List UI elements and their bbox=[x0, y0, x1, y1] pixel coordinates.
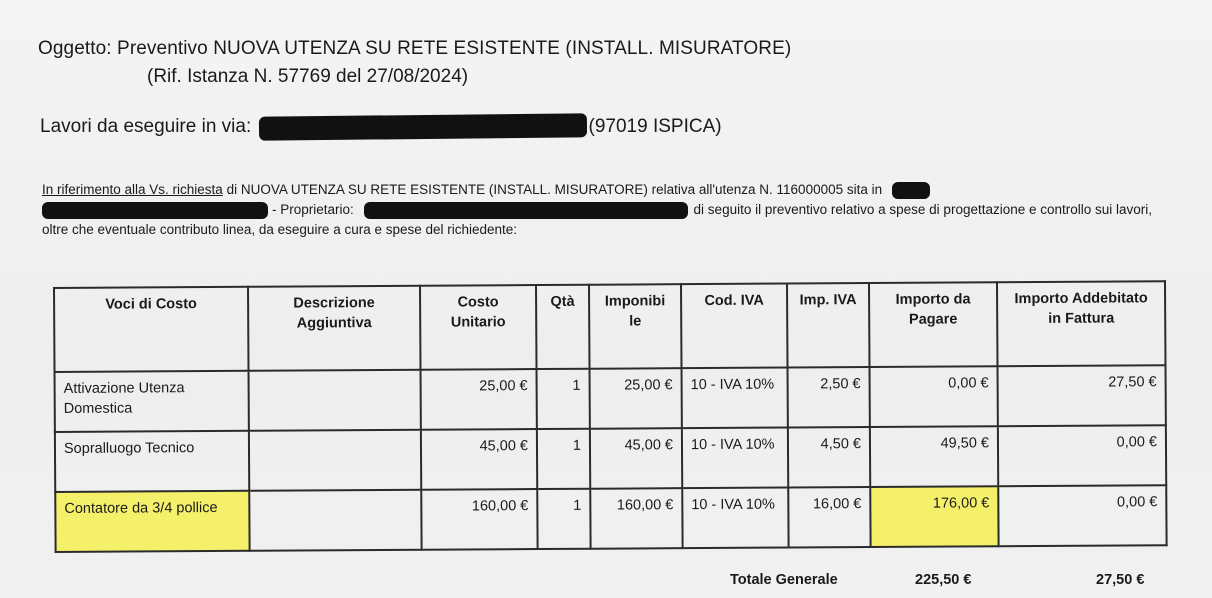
paragraph-text-3: di seguito il preventivo relativo a spese di progettazione e controllo sui lavori, oltre che eventuale contributo linea, da eseguire a cura e spese del richiedente: bbox=[42, 202, 1153, 237]
description-cell bbox=[249, 430, 421, 491]
unit-cost-cell: 160,00 € bbox=[421, 489, 537, 550]
table-header-row bbox=[54, 281, 1165, 372]
works-address-line bbox=[40, 115, 722, 139]
invoiced-amount-cell: 0,00 € bbox=[998, 425, 1166, 486]
redacted-block bbox=[42, 202, 268, 219]
total-label: Totale Generale bbox=[730, 572, 838, 588]
subject-line: Oggetto: Preventivo NUOVA UTENZA SU RETE ESISTENTE (INSTALL. MISURATORE) bbox=[38, 38, 792, 59]
reference-line: (Rif. Istanza N. 57769 del 27/08/2024) bbox=[147, 66, 469, 87]
redacted-block bbox=[892, 182, 930, 199]
vat-amount-cell: 4,50 € bbox=[788, 427, 870, 487]
invoiced-amount-cell: 27,50 € bbox=[998, 365, 1166, 426]
total-invoiced-amount: 27,50 € bbox=[1096, 572, 1145, 588]
vat-code-cell: 10 - IVA 10% bbox=[682, 368, 788, 429]
column-header: Costo Unitario bbox=[420, 285, 537, 370]
description-cell bbox=[249, 370, 421, 431]
amount-due-cell: 0,00 € bbox=[870, 366, 998, 427]
column-header: Importo Addebitato in Fattura bbox=[997, 281, 1166, 366]
taxable-cell: 25,00 € bbox=[590, 368, 682, 429]
intro-paragraph bbox=[42, 180, 1164, 240]
unit-cost-cell: 45,00 € bbox=[421, 429, 537, 490]
column-header: Cod. IVA bbox=[681, 284, 788, 369]
column-header: Voci di Costo bbox=[54, 287, 249, 372]
works-address-label: Lavori da eseguire in via: bbox=[40, 116, 252, 138]
unit-cost-cell: 25,00 € bbox=[421, 369, 537, 430]
cost-item-cell-highlighted: Contatore da 3/4 pollice bbox=[55, 491, 249, 552]
cost-item-cell: Sopralluogo Tecnico bbox=[55, 431, 249, 492]
table-row bbox=[55, 365, 1166, 432]
column-header: Imp. IVA bbox=[787, 283, 870, 367]
quantity-cell: 1 bbox=[537, 489, 590, 549]
vat-code-cell: 10 - IVA 10% bbox=[682, 428, 788, 489]
taxable-cell: 160,00 € bbox=[590, 488, 682, 549]
redacted-block bbox=[364, 202, 688, 219]
column-header: Qtà bbox=[536, 285, 590, 369]
taxable-cell: 45,00 € bbox=[590, 428, 682, 489]
column-header: Imponibi le bbox=[589, 284, 682, 369]
vat-amount-cell: 16,00 € bbox=[788, 487, 870, 547]
vat-code-cell: 10 - IVA 10% bbox=[682, 488, 788, 549]
quantity-cell: 1 bbox=[537, 369, 590, 429]
paragraph-underlined-text: In riferimento alla Vs. richiesta bbox=[42, 182, 223, 197]
amount-due-cell: 49,50 € bbox=[870, 426, 998, 487]
cost-table bbox=[53, 280, 1168, 553]
paragraph-text-1: di NUOVA UTENZA SU RETE ESISTENTE (INSTALL. MISURATORE) relativa all'utenza N. 116000005 sita in bbox=[222, 182, 883, 197]
works-address-suffix: (97019 ISPICA) bbox=[588, 116, 722, 138]
table-row bbox=[55, 485, 1166, 552]
column-header: Descrizione Aggiuntiva bbox=[248, 286, 421, 371]
amount-due-cell-highlighted: 176,00 € bbox=[870, 486, 998, 547]
description-cell bbox=[249, 490, 421, 551]
column-header: Importo da Pagare bbox=[869, 282, 998, 367]
invoiced-amount-cell: 0,00 € bbox=[998, 485, 1166, 546]
quantity-cell: 1 bbox=[537, 429, 590, 489]
vat-amount-cell: 2,50 € bbox=[788, 367, 870, 427]
paragraph-text-2: - Proprietario: bbox=[272, 202, 354, 217]
total-amount-due: 225,50 € bbox=[915, 572, 972, 588]
redacted-block bbox=[258, 113, 586, 140]
cost-item-cell: Attivazione Utenza Domestica bbox=[55, 371, 249, 432]
table-row bbox=[55, 425, 1166, 492]
